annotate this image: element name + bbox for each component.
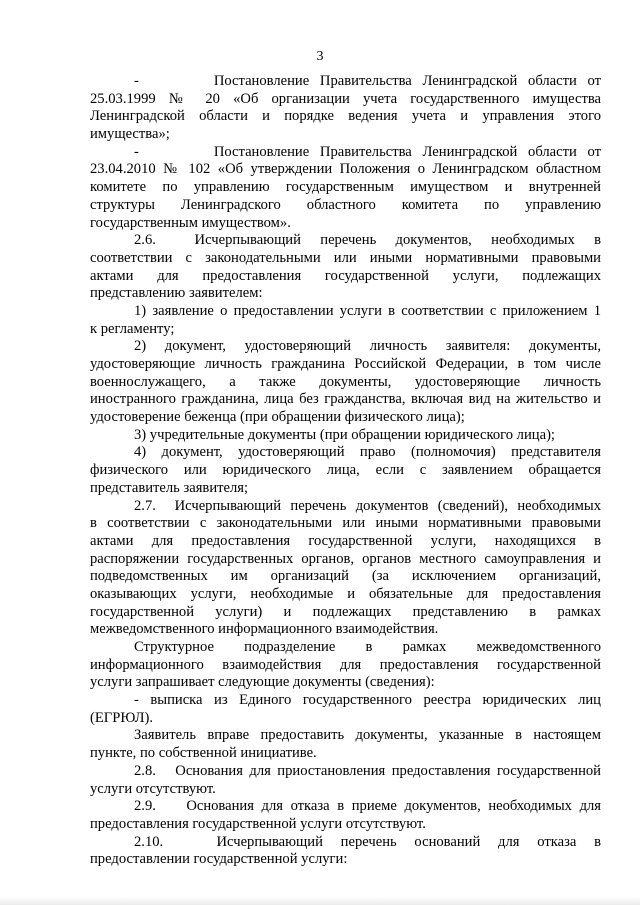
text-line: информационного взаимодействия для предоставления государственной	[90, 656, 601, 673]
text-line: 2.7. Исчерпывающий перечень документов (сведений), необходимых	[134, 497, 601, 514]
text-line: - Постановление Правительства Ленинградской области от	[134, 143, 601, 160]
text-line: государственным имуществом».	[90, 214, 291, 231]
text-line: - Постановление Правительства Ленинградской области от	[134, 73, 601, 89]
text-line: представлению заявителем:	[90, 285, 263, 302]
text-line: актами для предоставления государственной услуги, находящихся в	[90, 532, 601, 549]
text-line: предоставлении государственной услуги:	[90, 851, 348, 868]
text-line: 2.6. Исчерпывающий перечень документов, необходимых в	[134, 232, 601, 249]
text-line: иностранного гражданина, лица без гражданства, включая вид на жительство и	[90, 391, 601, 408]
text-line: (ЕГРЮЛ).	[90, 709, 154, 726]
text-line: - выписка из Единого государственного реестра юридических лиц	[134, 692, 601, 709]
text-line: 2.9. Основания для отказа в приеме документов, необходимых для	[134, 798, 601, 815]
text-line: 3) учредительные документы (при обращении юридического лица);	[134, 426, 555, 443]
text-line: физического или юридического лица, если с заявлением обращается	[90, 462, 601, 479]
text-line: предоставления государственной услуги отсутствуют.	[90, 815, 426, 832]
text-line: пункте, по собственной инициативе.	[90, 745, 317, 762]
text-line: подведомственных им организаций (за исключением организаций,	[90, 568, 601, 585]
text-line: 2.8. Основания для приостановления предоставления государственной	[134, 762, 601, 779]
text-line: военнослужащего, а также документы, удостоверяющие личность	[90, 373, 601, 390]
text-line: 2) документ, удостоверяющий личность заявителя: документы,	[134, 338, 601, 355]
text-line: Структурное подразделение в рамках межведомственного	[134, 639, 601, 655]
text-line: оказывающих услуги, необходимые и обязательные для предоставления	[90, 585, 601, 602]
document-body	[90, 73, 601, 869]
text-line: 2.10. Исчерпывающий перечень оснований для отказа в	[134, 833, 601, 850]
text-line: 4) документ, удостоверяющий право (полномочия) представителя	[134, 444, 601, 461]
text-line: 1) заявление о предоставлении услуги в соответствии с приложением 1	[134, 302, 601, 319]
text-line: государственной услуги) и подлежащих представлению в рамках	[90, 603, 601, 620]
text-line: услуги запрашивает следующие документы (сведения):	[90, 674, 435, 691]
text-line: Ленинградской области и порядке ведения учета и управления этого	[90, 108, 601, 125]
text-line: к регламенту;	[90, 320, 175, 337]
text-line: удостоверение беженца (при обращении физического лица);	[90, 409, 465, 426]
text-line: в соответствии с законодательными или иными нормативными правовыми	[90, 515, 601, 532]
text-line: услуги отсутствуют.	[90, 780, 216, 797]
text-line: распоряжении государственных органов, органов местного самоуправления и	[90, 550, 601, 567]
text-line: соответствии с законодательными или иными нормативными правовыми	[90, 249, 601, 266]
page-number: 3	[316, 49, 324, 64]
text-line: структуры Ленинградского областного комитета по управлению	[90, 196, 601, 213]
text-line: имущества»;	[90, 126, 170, 143]
text-line: 25.03.1999 № 20 «Об организации учета государственного имущества	[90, 90, 601, 107]
text-line: межведомственного информационного взаимодействия.	[90, 621, 439, 638]
text-line: актами для предоставления государственной услуги, подлежащих	[90, 267, 601, 284]
text-line: удостоверяющие личность гражданина Российской Федерации, в том числе	[90, 356, 601, 372]
text-line: представитель заявителя;	[90, 479, 249, 496]
text-line: Заявитель вправе предоставить документы, указанные в настоящем	[134, 727, 601, 744]
text-line: 23.04.2010 № 102 «Об утверждении Положения о Ленинградском областном	[90, 161, 601, 178]
page-bottom-edge	[0, 897, 640, 905]
text-line: комитете по управлению государственным имуществом и внутренней	[90, 179, 601, 196]
